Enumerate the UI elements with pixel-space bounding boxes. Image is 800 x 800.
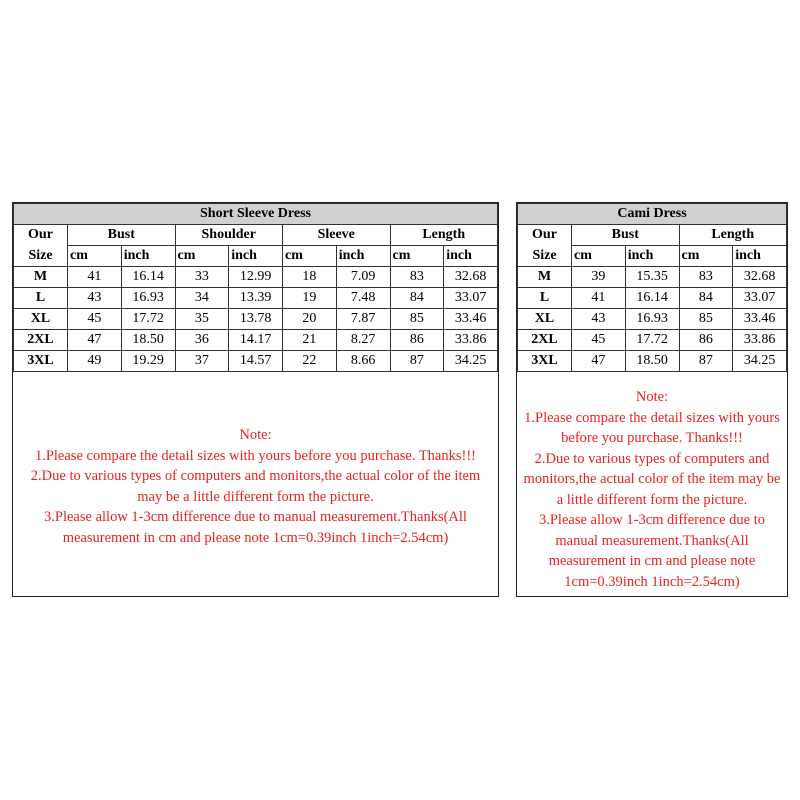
unit-inch: inch xyxy=(444,246,498,267)
measurement-cell: 85 xyxy=(679,309,733,330)
measurement-cell: 86 xyxy=(679,330,733,351)
measurement-cell: 32.68 xyxy=(733,267,787,288)
measurement-cell: 83 xyxy=(679,267,733,288)
measurement-cell: 12.99 xyxy=(229,267,283,288)
unit-cm: cm xyxy=(572,246,626,267)
size-cell: L xyxy=(518,288,572,309)
table-row xyxy=(518,330,787,351)
measurement-cell: 18.50 xyxy=(121,330,175,351)
size-header-bottom: Size xyxy=(518,246,572,267)
measurement-cell: 85 xyxy=(390,309,444,330)
measurement-cell: 84 xyxy=(679,288,733,309)
note-line: 1.Please compare the detail sizes with yours before you purchase. Thanks!!! xyxy=(34,447,477,464)
measurement-cell: 45 xyxy=(68,309,122,330)
unit-cm: cm xyxy=(679,246,733,267)
measurement-cell: 33.46 xyxy=(444,309,498,330)
table-row xyxy=(14,330,498,351)
short-sleeve-size-table xyxy=(13,203,498,372)
measurement-cell: 14.57 xyxy=(229,351,283,372)
note-line: 2.Due to various types of computers and monitors,the actual color of the item may be a little different form the picture. xyxy=(523,450,781,508)
size-cell: 3XL xyxy=(14,351,68,372)
size-cell: XL xyxy=(518,309,572,330)
size-cell: M xyxy=(518,267,572,288)
measurement-cell: 35 xyxy=(175,309,229,330)
table-row xyxy=(14,267,498,288)
note-line: 3.Please allow 1-3cm difference due to manual measurement.Thanks(All measurement in cm and please note 1cm=0.39inch 1inch=2.54cm) xyxy=(538,512,765,590)
table-row xyxy=(14,351,498,372)
table-row xyxy=(14,309,498,330)
group-header-bust: Bust xyxy=(68,225,176,246)
note-line: 1.Please compare the detail sizes with yours before you purchase. Thanks!!! xyxy=(524,409,780,446)
unit-inch: inch xyxy=(625,246,679,267)
measurement-cell: 16.14 xyxy=(121,267,175,288)
size-cell: 2XL xyxy=(14,330,68,351)
measurement-cell: 33 xyxy=(175,267,229,288)
cami-size-table xyxy=(517,203,787,372)
measurement-cell: 41 xyxy=(572,288,626,309)
measurement-cell: 17.72 xyxy=(121,309,175,330)
measurement-cell: 36 xyxy=(175,330,229,351)
size-cell: 3XL xyxy=(518,351,572,372)
measurement-cell: 41 xyxy=(68,267,122,288)
measurement-cell: 34.25 xyxy=(733,351,787,372)
measurement-cell: 7.09 xyxy=(336,267,390,288)
unit-cm: cm xyxy=(390,246,444,267)
measurement-cell: 16.93 xyxy=(121,288,175,309)
unit-inch: inch xyxy=(121,246,175,267)
measurement-cell: 34.25 xyxy=(444,351,498,372)
short-sleeve-dress-panel xyxy=(12,202,499,597)
note-block xyxy=(13,425,498,548)
measurement-cell: 18.50 xyxy=(625,351,679,372)
note-heading: Note: xyxy=(635,389,669,405)
measurement-cell: 7.48 xyxy=(336,288,390,309)
measurement-cell: 17.72 xyxy=(625,330,679,351)
size-cell: XL xyxy=(14,309,68,330)
group-header-sleeve: Sleeve xyxy=(283,225,391,246)
table-body xyxy=(518,267,787,372)
table-row xyxy=(518,351,787,372)
table-row xyxy=(518,267,787,288)
size-cell: 2XL xyxy=(518,330,572,351)
measurement-cell: 7.87 xyxy=(336,309,390,330)
measurement-cell: 13.78 xyxy=(229,309,283,330)
measurement-cell: 32.68 xyxy=(444,267,498,288)
measurement-cell: 86 xyxy=(390,330,444,351)
measurement-cell: 18 xyxy=(283,267,337,288)
measurement-cell: 43 xyxy=(572,309,626,330)
measurement-cell: 8.66 xyxy=(336,351,390,372)
measurement-cell: 37 xyxy=(175,351,229,372)
measurement-cell: 19.29 xyxy=(121,351,175,372)
measurement-cell: 8.27 xyxy=(336,330,390,351)
table-title: Cami Dress xyxy=(518,204,787,225)
measurement-cell: 49 xyxy=(68,351,122,372)
table-row xyxy=(518,309,787,330)
group-header-length: Length xyxy=(679,225,787,246)
measurement-cell: 13.39 xyxy=(229,288,283,309)
size-cell: M xyxy=(14,267,68,288)
table-row xyxy=(14,288,498,309)
group-header-length: Length xyxy=(390,225,498,246)
unit-inch: inch xyxy=(733,246,787,267)
measurement-cell: 15.35 xyxy=(625,267,679,288)
measurement-cell: 33.86 xyxy=(733,330,787,351)
group-header-shoulder: Shoulder xyxy=(175,225,283,246)
table-row xyxy=(518,288,787,309)
size-cell: L xyxy=(14,288,68,309)
measurement-cell: 16.93 xyxy=(625,309,679,330)
measurement-cell: 20 xyxy=(283,309,337,330)
measurement-cell: 34 xyxy=(175,288,229,309)
table-body xyxy=(14,267,498,372)
measurement-cell: 16.14 xyxy=(625,288,679,309)
measurement-cell: 39 xyxy=(572,267,626,288)
measurement-cell: 47 xyxy=(572,351,626,372)
measurement-cell: 33.07 xyxy=(444,288,498,309)
measurement-cell: 22 xyxy=(283,351,337,372)
unit-inch: inch xyxy=(229,246,283,267)
measurement-cell: 21 xyxy=(283,330,337,351)
measurement-cell: 87 xyxy=(390,351,444,372)
size-header-bottom: Size xyxy=(14,246,68,267)
table-title: Short Sleeve Dress xyxy=(14,204,498,225)
measurement-cell: 87 xyxy=(679,351,733,372)
cami-dress-panel xyxy=(516,202,788,597)
measurement-cell: 33.86 xyxy=(444,330,498,351)
measurement-cell: 43 xyxy=(68,288,122,309)
unit-cm: cm xyxy=(68,246,122,267)
note-heading: Note: xyxy=(239,427,272,443)
measurement-cell: 33.07 xyxy=(733,288,787,309)
measurement-cell: 84 xyxy=(390,288,444,309)
measurement-cell: 33.46 xyxy=(733,309,787,330)
group-header-bust: Bust xyxy=(572,225,680,246)
note-line: 2.Due to various types of computers and monitors,the actual color of the item may be a little different form the picture. xyxy=(30,468,481,505)
unit-cm: cm xyxy=(175,246,229,267)
unit-inch: inch xyxy=(336,246,390,267)
measurement-cell: 19 xyxy=(283,288,337,309)
measurement-cell: 14.17 xyxy=(229,330,283,351)
unit-cm: cm xyxy=(283,246,337,267)
note-line: 3.Please allow 1-3cm difference due to manual measurement.Thanks(All measurement in cm and please note 1cm=0.39inch 1inch=2.54cm) xyxy=(44,509,467,546)
measurement-cell: 45 xyxy=(572,330,626,351)
measurement-cell: 83 xyxy=(390,267,444,288)
size-header-top: Our xyxy=(14,225,68,246)
size-header-top: Our xyxy=(518,225,572,246)
measurement-cell: 47 xyxy=(68,330,122,351)
note-block xyxy=(517,387,787,592)
